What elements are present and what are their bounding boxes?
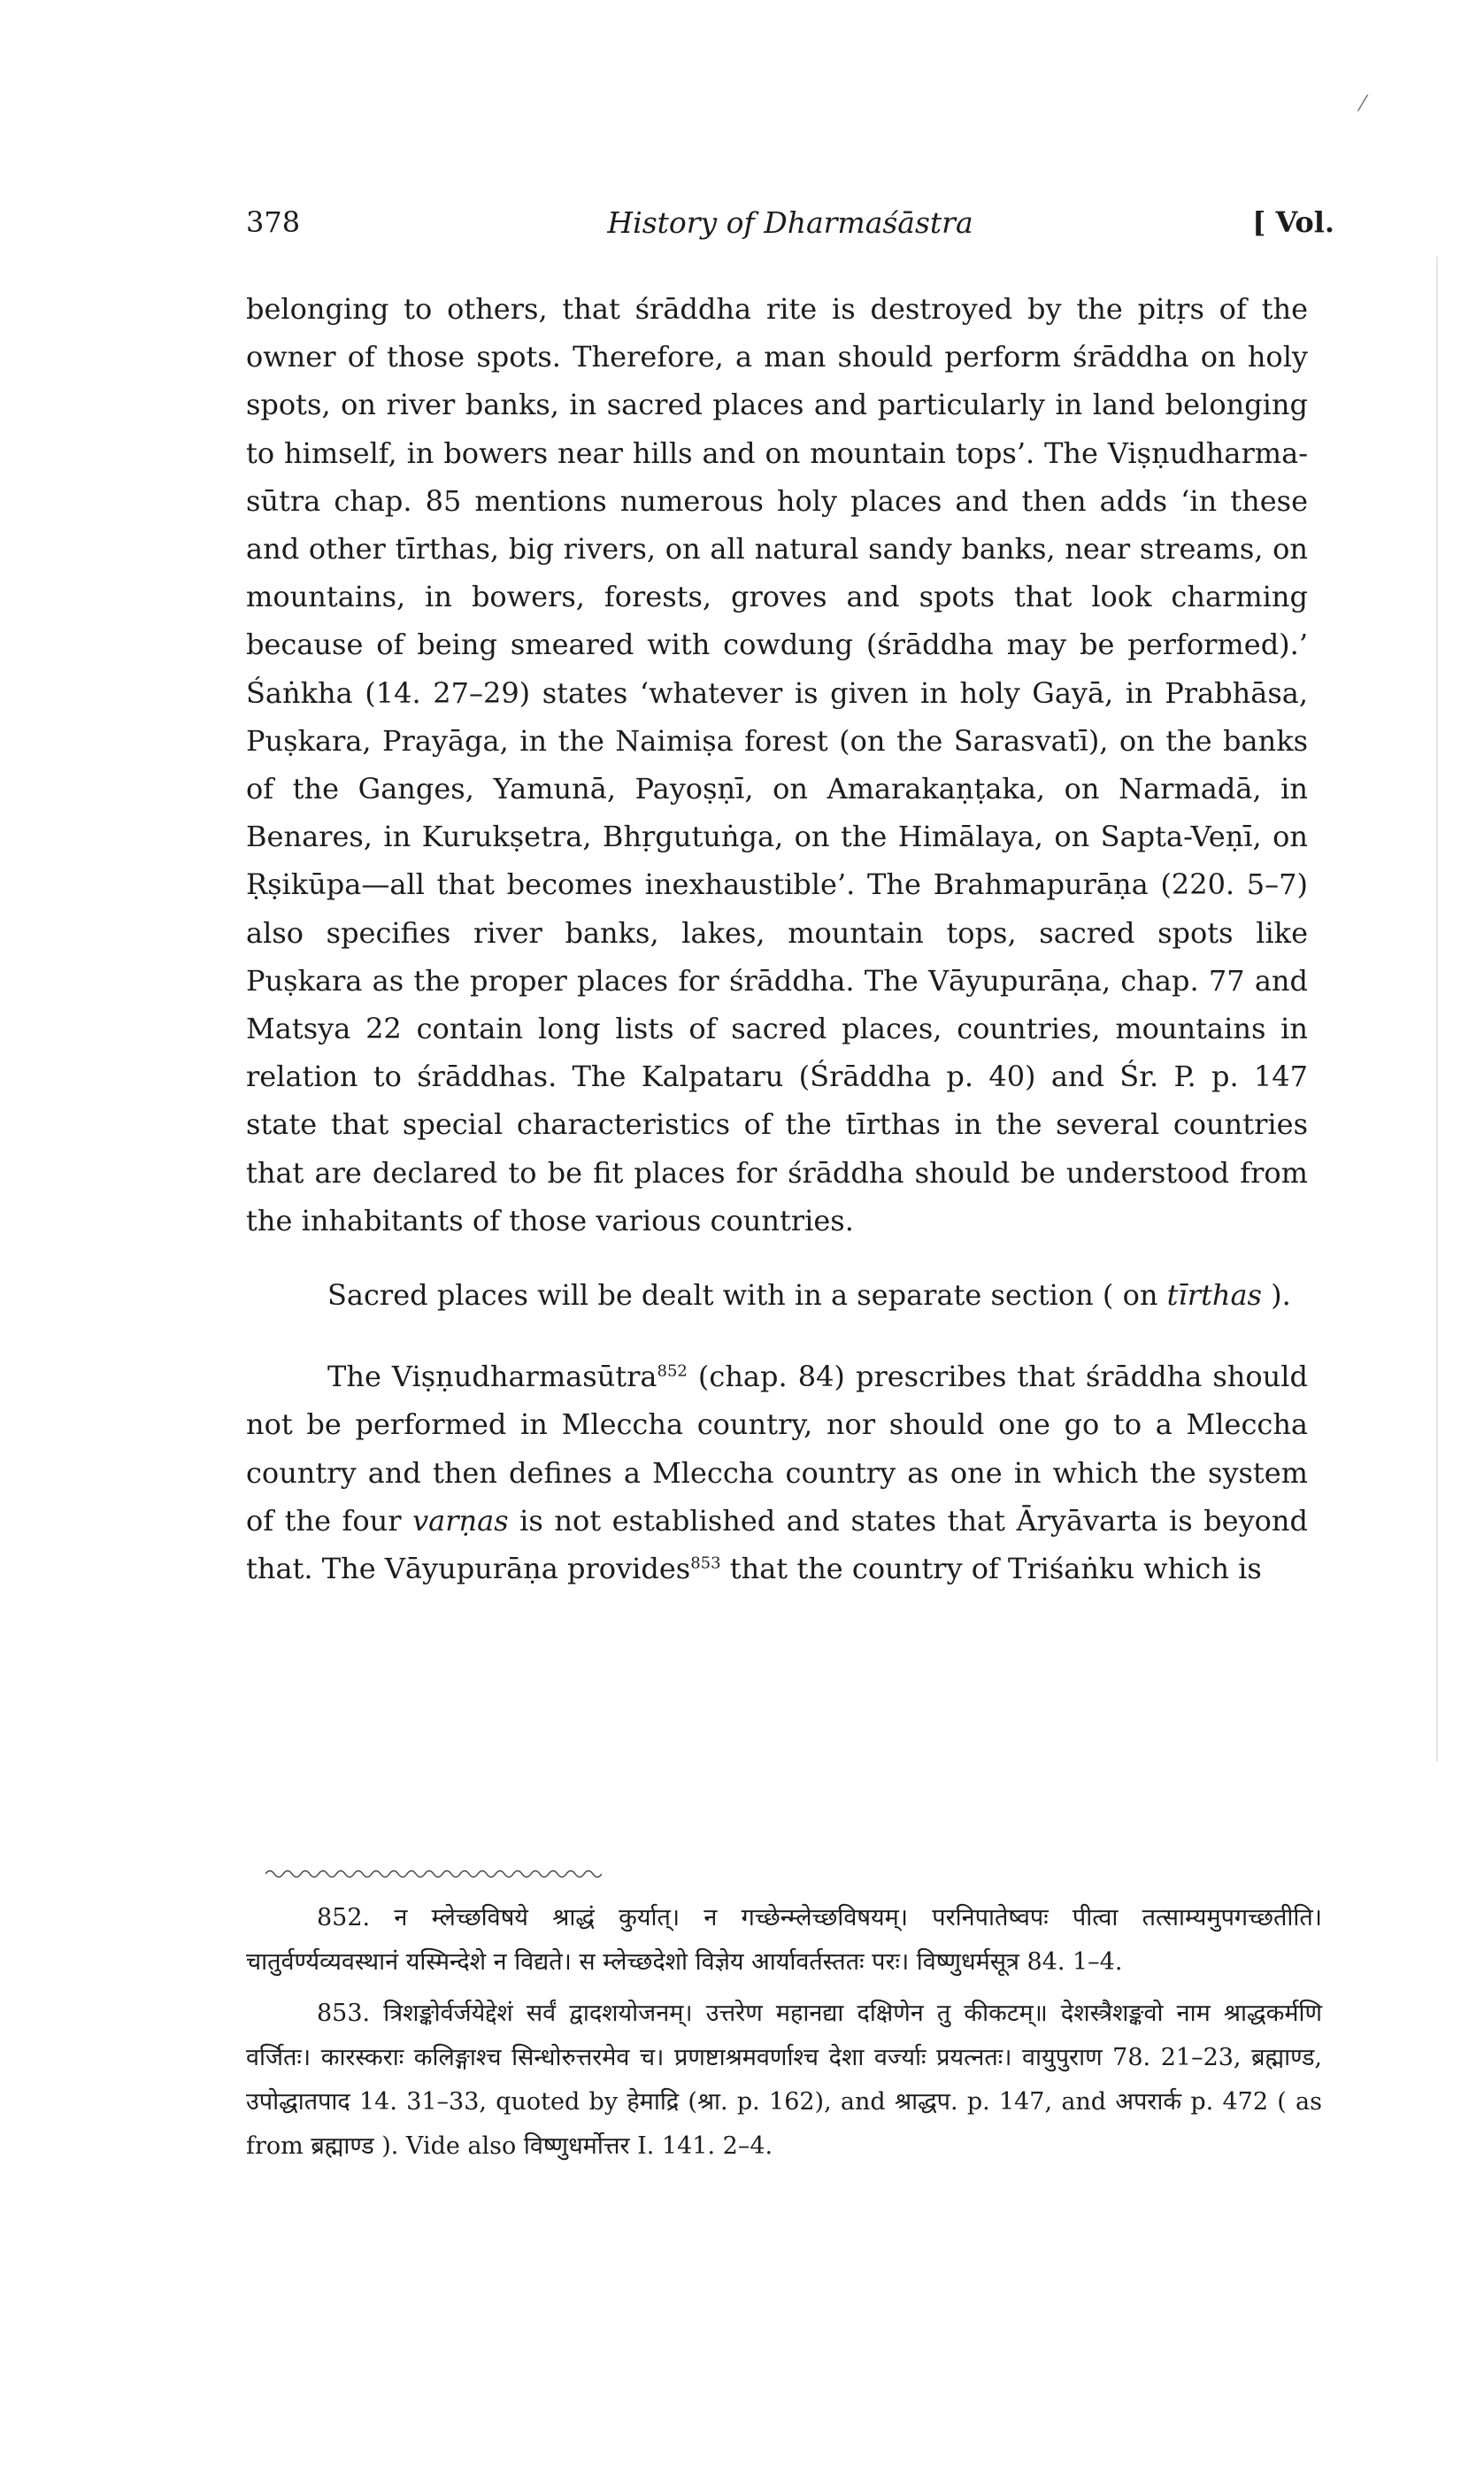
footnote-ref-853: 853 (690, 1553, 721, 1573)
paragraph-2-end: ). (1261, 1278, 1291, 1313)
footnote-852: 852. न म्लेच्छविषये श्राद्धं कुर्यात्। न गच्छेन्म्लेच्छविषयम्। परनिपातेष्वपः पीत्वा तत्साम्यमुपगच्छतीति। चातुर्वर्ण्यव्यवस्थानं यस्मिन्देशे न विद्यते। स म्लेच्छदेशो विज्ञेय आर्यावर्तस्ततः परः। विष्णुधर्मसूत्र 84. 1–4. (246, 1904, 1322, 1976)
footnote-853-end: विष्णुधर्मोत्तर I. 141. 2–4. (523, 2132, 773, 2160)
running-title: History of Dharmaśāstra (607, 205, 973, 240)
paragraph-2-text: Sacred places will be dealt with in a separate section ( on (327, 1278, 1167, 1313)
scan-edge-line (1436, 257, 1438, 1762)
paragraph-3-text: The Viṣṇudharmasūtra (327, 1360, 657, 1394)
paragraph-3-text-4: that the country of Triśaṅku which is (720, 1552, 1262, 1586)
footnote-853-text: 853. त्रिशङ्कोर्वर्जयेद्देशं सर्वं द्वादशयोजनम्। उत्तरेण महानद्या दक्षिणेन तु कीकटम्॥ देशस्त्रैशङ्कवो नाम श्राद्धकर्मणि वर्जितः। कारस्कराः कलिङ्गाश्च सिन्धोरुत्तरमेव च। प्रणष्टाश्रमवर्णाश्च देशा वर्ज्याः प्रयत्नतः। वायुपुराण 78. 21–23, ब्रह्माण्ड, उपोद्धातपाद 14. 31–33, quoted by हेमाद्रि (श्रा. p. 162), and श्राद्धप. p. 147, and अपरार्क p. 472 ( as from ब्रह्माण्ड ). Vide also (246, 2000, 1322, 2160)
footnotes (246, 1896, 1322, 2169)
main-text (246, 285, 1308, 1592)
page-header (246, 205, 1334, 250)
paragraph-1: belonging to others, that śrāddha rite is destroyed by the pitṛs of the owner of those spots. Therefore, a man should perform śrāddha on holy spots, on river banks, in sacred places and particularly in land belonging to himself, in bowers near hills and on mountain tops’. The Viṣṇudharma-sūtra chap. 85 mentions numerous holy places and then adds ‘in these and other tīrthas, big rivers, on all natural sandy banks, near streams, on mountains, in bowers, forests, groves and spots that look charming because of being smeared with cowdung (śrāddha may be performed).’ Śaṅkha (14. 27–29) states ‘whatever is given in holy Gayā, in Prabhāsa, Puṣkara, Prayāga, in the Naimiṣa forest (on the Sarasvatī), on the banks of the Ganges, Yamunā, Payoṣṇī, on Amarakaṇṭaka, on Narmadā, in Benares, in Kurukṣetra, Bhṛgutuṅga, on the Himālaya, on Sapta-Veṇī, on Ṛṣikūpa—all that becomes inexhaustible’. The Brahmapurāṇa (220. 5–7) also specifies river banks, lakes, mountain tops, sacred spots like Puṣkara as the proper places for śrāddha. The Vāyupurāṇa, chap. 77 and Matsya 22 contain long lists of sacred places, countries, mountains in relation to śrāddhas. The Kalpataru (Śrāddha p. 40) and Śr. P. p. 147 state that special characteristics of the tīrthas in the several countries that are declared to be fit places for śrāddha should be understood from the inhabitants of those various countries. (246, 292, 1308, 1237)
paragraph-3-text-3: is not established and states that Āryāvarta is beyond that. The Vāyupurāṇa provides (246, 1503, 1308, 1586)
margin-pencil-mark: ⁄ (1361, 91, 1365, 116)
footnote-853 (246, 1992, 1322, 2169)
volume-label: [ Vol. (1252, 205, 1334, 239)
paragraph-3-text-2: (chap. 84) prescribes that śrāddha should not be performed in Mleccha country, nor should one go to a Mleccha country and then defines a Mleccha country as one in which the system of the four (246, 1360, 1309, 1538)
page-number: 378 (246, 205, 301, 239)
paragraph-2-italic: tīrthas (1166, 1278, 1262, 1313)
paragraph-3-italic: varṇas (412, 1503, 509, 1538)
footnote-separator (265, 1868, 602, 1880)
footnote-ref-852: 852 (657, 1361, 688, 1381)
paragraph-2 (246, 1271, 1308, 1319)
paragraph-3 (246, 1353, 1308, 1592)
